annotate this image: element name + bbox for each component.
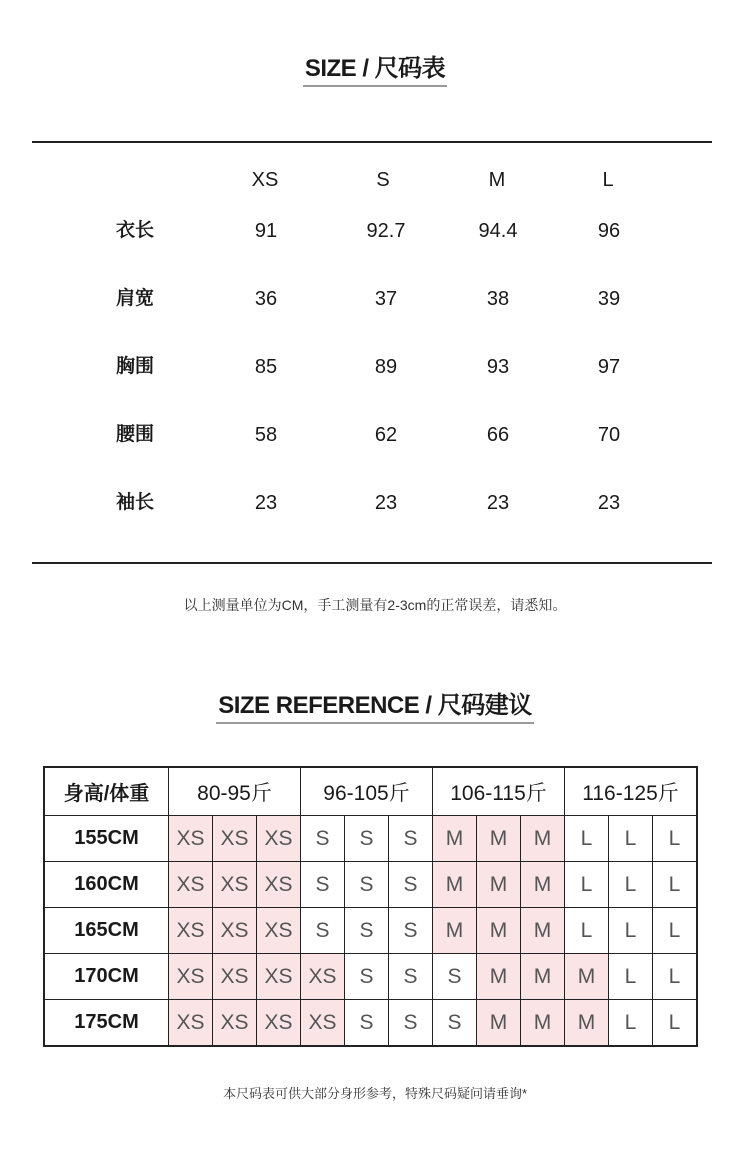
size-cell: S xyxy=(301,816,345,862)
size-cell: XS xyxy=(257,816,301,862)
height-label: 165CM xyxy=(44,908,169,954)
measure-value: 39 xyxy=(597,288,621,310)
measure-value: 23 xyxy=(374,492,398,514)
size-cell: M xyxy=(565,1000,609,1047)
size-cell: XS xyxy=(213,1000,257,1047)
size-cell: M xyxy=(477,862,521,908)
size-cell: XS xyxy=(257,862,301,908)
reference-note: 本尺码表可供大部分身形参考，特殊尺码疑问请垂询* xyxy=(222,1086,528,1101)
size-cell: XS xyxy=(169,1000,213,1047)
measure-value: 58 xyxy=(254,424,278,446)
size-cell: M xyxy=(477,1000,521,1047)
size-cell: S xyxy=(345,908,389,954)
measure-value: 23 xyxy=(597,492,621,514)
size-cell: S xyxy=(433,954,477,1000)
measurement-note: 以上测量单位为CM，手工测量有2-3cm的正常误差，请悉知。 xyxy=(183,597,567,613)
size-cell: S xyxy=(389,954,433,1000)
size-cell: M xyxy=(521,908,565,954)
height-label: 160CM xyxy=(44,862,169,908)
weight-group-header: 106-115斤 xyxy=(433,767,565,816)
size-cell: S xyxy=(389,908,433,954)
size-cell: L xyxy=(653,1000,698,1047)
height-label: 155CM xyxy=(44,816,169,862)
size-cell: L xyxy=(653,862,698,908)
height-label: 170CM xyxy=(44,954,169,1000)
size-cell: L xyxy=(609,954,653,1000)
size-cell: S xyxy=(345,862,389,908)
size-cell: L xyxy=(609,816,653,862)
size-cell: XS xyxy=(213,862,257,908)
size-cell: XS xyxy=(169,954,213,1000)
bottom-divider xyxy=(32,562,712,564)
size-cell: XS xyxy=(257,954,301,1000)
measure-label: 肩宽 xyxy=(115,288,154,309)
table-row xyxy=(44,954,697,1000)
size-cell: XS xyxy=(169,816,213,862)
measure-value: 91 xyxy=(254,220,278,242)
size-cell: L xyxy=(565,908,609,954)
size-cell: XS xyxy=(213,816,257,862)
corner-label: 身高/体重 xyxy=(44,767,169,816)
size-cell: M xyxy=(477,954,521,1000)
size-cell: M xyxy=(521,816,565,862)
table-row xyxy=(44,862,697,908)
measure-value: 23 xyxy=(486,492,510,514)
size-cell: M xyxy=(433,816,477,862)
table-header-row xyxy=(44,767,697,816)
size-header: L xyxy=(602,169,614,191)
size-cell: XS xyxy=(213,908,257,954)
measure-value: 36 xyxy=(254,288,278,310)
top-divider xyxy=(32,141,712,143)
size-cell: XS xyxy=(301,954,345,1000)
measure-label: 袖长 xyxy=(115,492,154,513)
size-cell: M xyxy=(477,816,521,862)
size-cell: S xyxy=(389,862,433,908)
size-cell: S xyxy=(345,816,389,862)
size-cell: S xyxy=(345,1000,389,1047)
measure-value: 96 xyxy=(597,220,621,242)
size-cell: S xyxy=(389,816,433,862)
size-cell: M xyxy=(521,1000,565,1047)
measure-value: 89 xyxy=(374,356,398,378)
measure-value: 93 xyxy=(486,356,510,378)
weight-group-header: 96-105斤 xyxy=(301,767,433,816)
table-row xyxy=(44,1000,697,1047)
size-cell: L xyxy=(653,954,698,1000)
size-cell: M xyxy=(433,862,477,908)
size-cell: XS xyxy=(301,1000,345,1047)
table-row xyxy=(44,816,697,862)
size-cell: XS xyxy=(169,908,213,954)
size-cell: L xyxy=(609,862,653,908)
measure-value: 85 xyxy=(254,356,278,378)
size-header: XS xyxy=(251,169,279,191)
size-cell: S xyxy=(301,908,345,954)
size-cell: M xyxy=(433,908,477,954)
measure-label: 胸围 xyxy=(115,356,154,377)
size-reference-table xyxy=(43,766,698,1047)
size-cell: XS xyxy=(169,862,213,908)
size-cell: L xyxy=(565,862,609,908)
measure-value: 23 xyxy=(254,492,278,514)
size-header: M xyxy=(488,169,506,191)
size-cell: XS xyxy=(213,954,257,1000)
size-cell: L xyxy=(653,908,698,954)
size-cell: M xyxy=(521,954,565,1000)
measure-value: 37 xyxy=(374,288,398,310)
measure-value: 62 xyxy=(374,424,398,446)
measure-value: 38 xyxy=(486,288,510,310)
size-cell: L xyxy=(609,908,653,954)
measure-value: 70 xyxy=(597,424,621,446)
size-cell: M xyxy=(521,862,565,908)
height-label: 175CM xyxy=(44,1000,169,1047)
size-cell: S xyxy=(345,954,389,1000)
weight-group-header: 116-125斤 xyxy=(565,767,698,816)
measure-label: 腰围 xyxy=(115,424,154,445)
measure-value: 94.4 xyxy=(478,220,518,242)
size-cell: XS xyxy=(257,1000,301,1047)
weight-group-header: 80-95斤 xyxy=(169,767,301,816)
size-chart-title: SIZE / 尺码表 xyxy=(0,55,750,87)
size-cell: S xyxy=(389,1000,433,1047)
size-cell: S xyxy=(433,1000,477,1047)
size-reference-title: SIZE REFERENCE / 尺码建议 xyxy=(0,692,750,724)
size-header: S xyxy=(376,169,390,191)
size-cell: M xyxy=(477,908,521,954)
measure-value: 97 xyxy=(597,356,621,378)
measure-value: 66 xyxy=(486,424,510,446)
measure-value: 92.7 xyxy=(366,220,406,242)
table-row xyxy=(44,908,697,954)
size-cell: L xyxy=(609,1000,653,1047)
size-cell: M xyxy=(565,954,609,1000)
size-cell: XS xyxy=(257,908,301,954)
measure-label: 衣长 xyxy=(115,220,154,241)
size-cell: L xyxy=(653,816,698,862)
size-cell: S xyxy=(301,862,345,908)
size-cell: L xyxy=(565,816,609,862)
